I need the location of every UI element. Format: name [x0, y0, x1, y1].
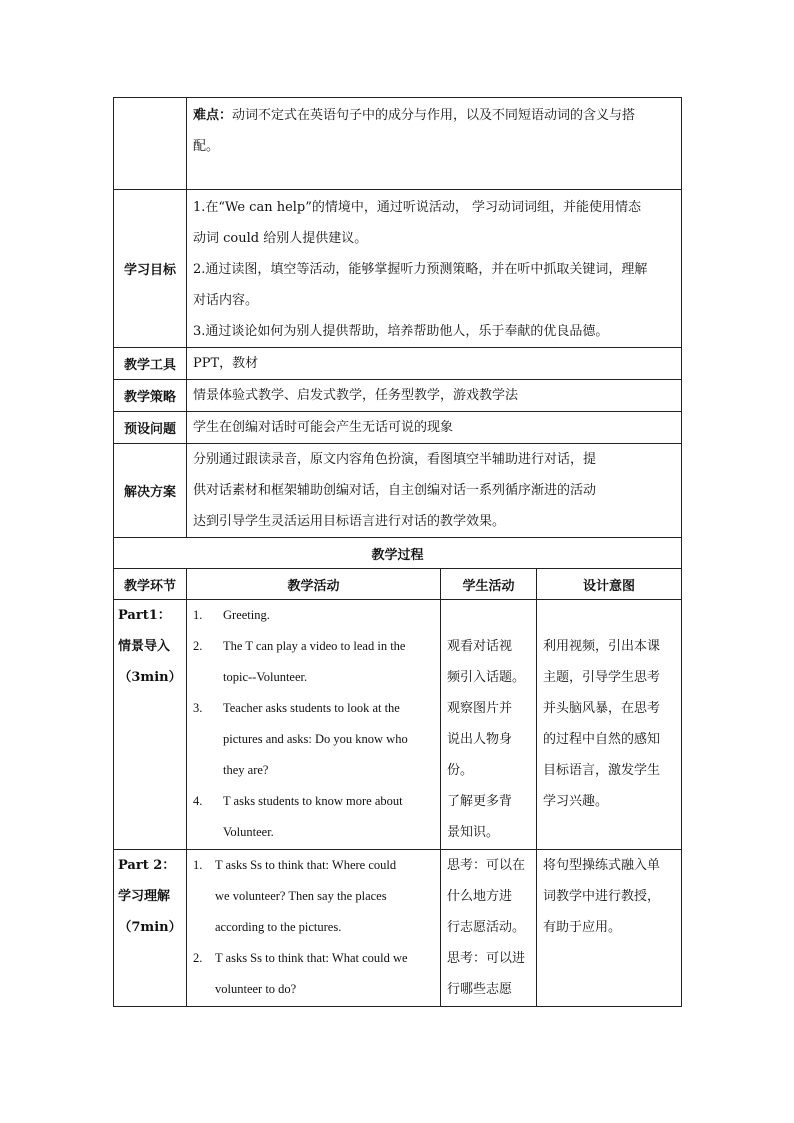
part1-design-cell: [537, 600, 682, 850]
activity-item: [193, 631, 434, 693]
activity-item: [193, 786, 434, 848]
header-design-intent: 设计意图: [537, 569, 682, 600]
activity-item: [193, 600, 434, 631]
activity-line: according to the pictures.: [215, 920, 342, 934]
student-line: 说出人物身: [447, 732, 513, 747]
header-student-activity: 学生活动: [441, 569, 537, 600]
activity-number: 1.: [193, 608, 203, 622]
objectives-row: [114, 190, 682, 348]
design-line: 利用视频，引出本课: [543, 639, 661, 654]
objective-line: 3.通过谈论如何为别人提供帮助，培养帮助他人，乐于奉献的优良品德。: [193, 324, 609, 339]
activity-line: T asks Ss to think that: Where could: [215, 858, 397, 872]
process-header-row: [114, 569, 682, 600]
tools-row: [114, 348, 682, 380]
part2-activities-cell: [187, 850, 441, 1007]
problem-row: [114, 412, 682, 444]
activity-line: The T can play a video to lead in the: [223, 639, 406, 653]
part1-activities-cell: [187, 600, 441, 850]
activity-number: 4.: [193, 794, 203, 808]
activity-line: we volunteer? Then say the places: [215, 889, 387, 903]
student-line: 行志愿活动。: [447, 920, 526, 935]
design-line: 词教学中进行教授，: [543, 889, 661, 904]
design-line: 学习兴趣。: [543, 794, 609, 809]
activity-line: pictures and asks: Do you know who: [223, 732, 408, 746]
activity-item: [193, 943, 434, 1005]
part2-student-cell: [441, 850, 537, 1007]
activity-line: T asks students to know more about: [223, 794, 403, 808]
activity-item: [193, 850, 434, 943]
design-line: 主题，引导学生思考: [543, 670, 661, 685]
activity-line: Volunteer.: [223, 825, 274, 839]
design-line: 目标语言，激发学生: [543, 763, 661, 778]
strategy-row: [114, 380, 682, 412]
solution-cell: [187, 444, 682, 538]
solution-line: 分别通过跟读录音，原文内容角色扮演，看图填空半辅助进行对话，提: [193, 452, 597, 467]
activity-item: [193, 693, 434, 786]
student-line: 份。: [447, 763, 474, 778]
process-title: 教学过程: [114, 538, 682, 569]
difficulty-row: [114, 98, 682, 190]
design-line: 有助于应用。: [543, 920, 622, 935]
design-line: [543, 600, 675, 631]
activity-line: topic--Volunteer.: [223, 670, 308, 684]
part1-duration: （3min）: [118, 670, 182, 685]
tools-label: 教学工具: [114, 348, 187, 380]
strategy-cell: [187, 380, 682, 412]
part2-stage-cell: [114, 850, 187, 1007]
activity-number: 1.: [193, 858, 203, 872]
student-line: 观看对话视: [447, 639, 513, 654]
activity-line: they are?: [223, 763, 269, 777]
part1-title: 情景导入: [118, 639, 171, 654]
part2-activity-list: [193, 850, 434, 1005]
problem-label: 预设问题: [114, 412, 187, 444]
difficulty-label-cell: [114, 98, 187, 190]
student-line: 频引入话题。: [447, 670, 526, 685]
student-line: 景知识。: [447, 825, 500, 840]
part1-stage-cell: [114, 600, 187, 850]
process-title-row: [114, 538, 682, 569]
part1-student-cell: [441, 600, 537, 850]
solution-label: 解决方案: [114, 444, 187, 538]
part1-title: Part1：: [118, 608, 171, 623]
student-line: 观察图片并: [447, 701, 513, 716]
student-line: 思考：可以进: [447, 951, 526, 966]
part2-title: 学习理解: [118, 889, 171, 904]
part1-row: [114, 600, 682, 850]
student-line: [447, 600, 530, 631]
difficulty-line: 动词不定式在英语句子中的成分与作用，以及不同短语动词的含义与搭: [232, 108, 636, 123]
problem-cell: [187, 412, 682, 444]
objective-line: 1.在“We can help”的情境中，通过听说活动， 学习动词词组，并能使用情态: [193, 200, 642, 215]
objective-line: 2.通过读图，填空等活动，能够掌握听力预测策略，并在听中抓取关键词，理解: [193, 262, 648, 277]
design-line: 的过程中自然的感知: [543, 732, 661, 747]
strategy-label: 教学策略: [114, 380, 187, 412]
student-line: 思考：可以在: [447, 858, 526, 873]
solution-line: 供对话素材和框架辅助创编对话，自主创编对话一系列循序渐进的活动: [193, 483, 597, 498]
part2-design-cell: [537, 850, 682, 1007]
problem-text: 学生在创编对话时可能会产生无话可说的现象: [193, 420, 454, 435]
header-stage: 教学环节: [114, 569, 187, 600]
student-line: 了解更多背: [447, 794, 513, 809]
strategy-text: 情景体验式教学、启发式教学，任务型教学，游戏教学法: [193, 388, 519, 403]
objectives-cell: [187, 190, 682, 348]
tools-cell: [187, 348, 682, 380]
part1-activity-list: [193, 600, 434, 848]
activity-line: Teacher asks students to look at the: [223, 701, 400, 715]
header-teacher-activity: 教学活动: [187, 569, 441, 600]
design-line: 并头脑风暴，在思考: [543, 701, 661, 716]
difficulty-cell: [187, 98, 682, 190]
solution-row: [114, 444, 682, 538]
solution-line: 达到引导学生灵活运用目标语言进行对话的教学效果。: [193, 514, 506, 529]
difficulty-prefix: 难点：: [193, 108, 233, 123]
activity-number: 2.: [193, 639, 203, 653]
activity-number: 2.: [193, 951, 203, 965]
student-line: 行哪些志愿: [447, 982, 513, 997]
difficulty-line: 配。: [193, 139, 220, 154]
part2-title: Part 2：: [118, 858, 176, 873]
activity-line: Greeting.: [223, 608, 270, 622]
part2-duration: （7min）: [118, 920, 182, 935]
activity-line: volunteer to do?: [215, 982, 297, 996]
objectives-label: 学习目标: [114, 190, 187, 348]
objective-line: 动词 could 给别人提供建议。: [193, 231, 368, 246]
part2-row: [114, 850, 682, 1007]
activity-number: 3.: [193, 701, 203, 715]
objective-line: 对话内容。: [193, 293, 259, 308]
tools-text: PPT，教材: [193, 356, 259, 371]
design-line: 将句型操练式融入单: [543, 858, 661, 873]
lesson-plan-table: [113, 97, 682, 1007]
student-line: 什么地方进: [447, 889, 513, 904]
activity-line: T asks Ss to think that: What could we: [215, 951, 408, 965]
